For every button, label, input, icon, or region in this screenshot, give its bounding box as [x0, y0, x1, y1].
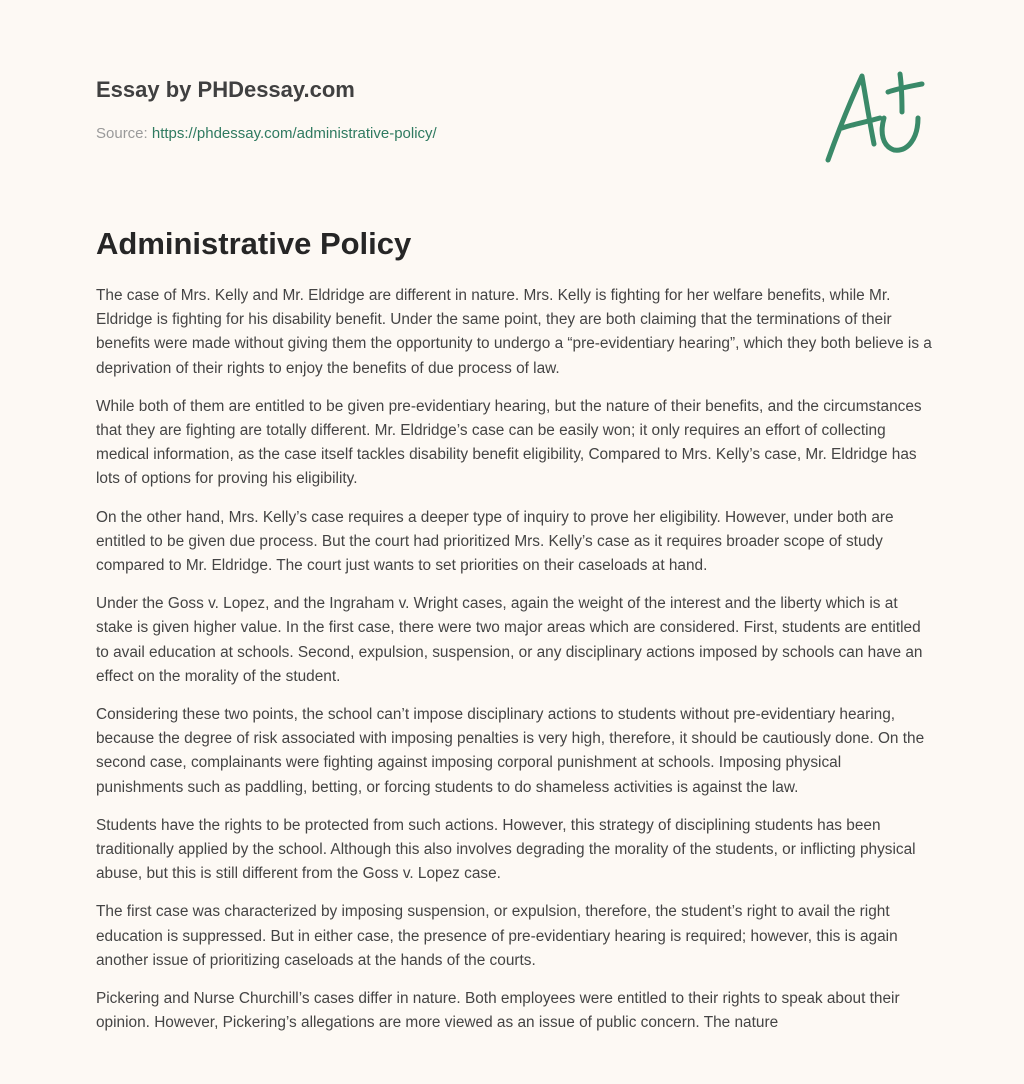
paragraph: On the other hand, Mrs. Kelly’s case requires a deeper type of inquiry to prove her eligibility. However, under both are entitled to be given due process. But the court had prioritized Mrs. Kelly’s case as it requires broader scope of study compared to Mr. Eldridge. The court just wants to set priorities on their caseloads at hand.	[96, 508, 894, 575]
paragraph: Students have the rights to be protected from such actions. However, this strategy of disciplining students has been traditionally applied by the school. Although this also involves degrading the morality of the students, or inflicting physical abuse, but this is still different from the Goss v. Lopez case.	[96, 816, 916, 883]
paragraph: Considering these two points, the school can’t impose disciplinary actions to students without pre-evidentiary hearing, because the degree of risk associated with imposing penalties is very high, therefore, it should be cautiously done. On the second case, complainants were fighting against imposing corporal punishment at schools. Imposing physical punishments such as paddling, betting, or forcing students to do shameless activities is against the law.	[96, 706, 925, 796]
source-label: Source:	[96, 125, 152, 142]
paragraph: While both of them are entitled to be given pre-evidentiary hearing, but the nature of their benefits, and the circumstances that they are fighting are totally different. Mr. Eldridge’s case can be easily won; it only requires an effort of collecting medical information, as the case itself tackles disability benefit eligibility, Compared to Mrs. Kelly’s case, Mr. Eldridge has lots of options for proving his eligibility.	[96, 397, 922, 488]
a-plus-logo-icon	[818, 66, 930, 166]
brand-title: Essay by PHDessay.com	[96, 77, 355, 102]
paragraph: The first case was characterized by imposing suspension, or expulsion, therefore, the student’s right to avail the right education is suppressed. But in either case, the presence of pre-evidentiary hearing is required; however, this is again another issue of prioritizing caseloads at the hands of the courts.	[96, 903, 898, 969]
paragraph: Pickering and Nurse Churchill’s cases differ in nature. Both employees were entitled to their rights to speak about their opinion. However, Pickering’s allegations are more viewed as an issue of public concern. The nature	[96, 990, 900, 1032]
essay-header	[96, 76, 796, 144]
source-line	[96, 124, 796, 144]
article-title: Administrative Policy	[96, 226, 412, 261]
source-link[interactable]: https://phdessay.com/administrative-policy/	[151, 125, 437, 142]
article-body	[96, 284, 932, 1049]
paragraph: Under the Goss v. Lopez, and the Ingraham v. Wright cases, again the weight of the interest and the liberty which is at stake is given higher value. In the first case, there were two major areas which are considered. First, students are entitled to avail education at schools. Second, expulsion, suspension, or any disciplinary actions imposed by schools can have an effect on the morality of the student.	[96, 595, 923, 685]
paragraph: The case of Mrs. Kelly and Mr. Eldridge are different in nature. Mrs. Kelly is fighting for her welfare benefits, while Mr. Eldridge is fighting for his disability benefit. Under the same point, they are both claiming that the terminations of their benefits were made without giving them the opportunity to undergo a “pre-evidentiary hearing”, which they both believe is a deprivation of their rights to enjoy the benefits of due process of law.	[96, 287, 932, 377]
